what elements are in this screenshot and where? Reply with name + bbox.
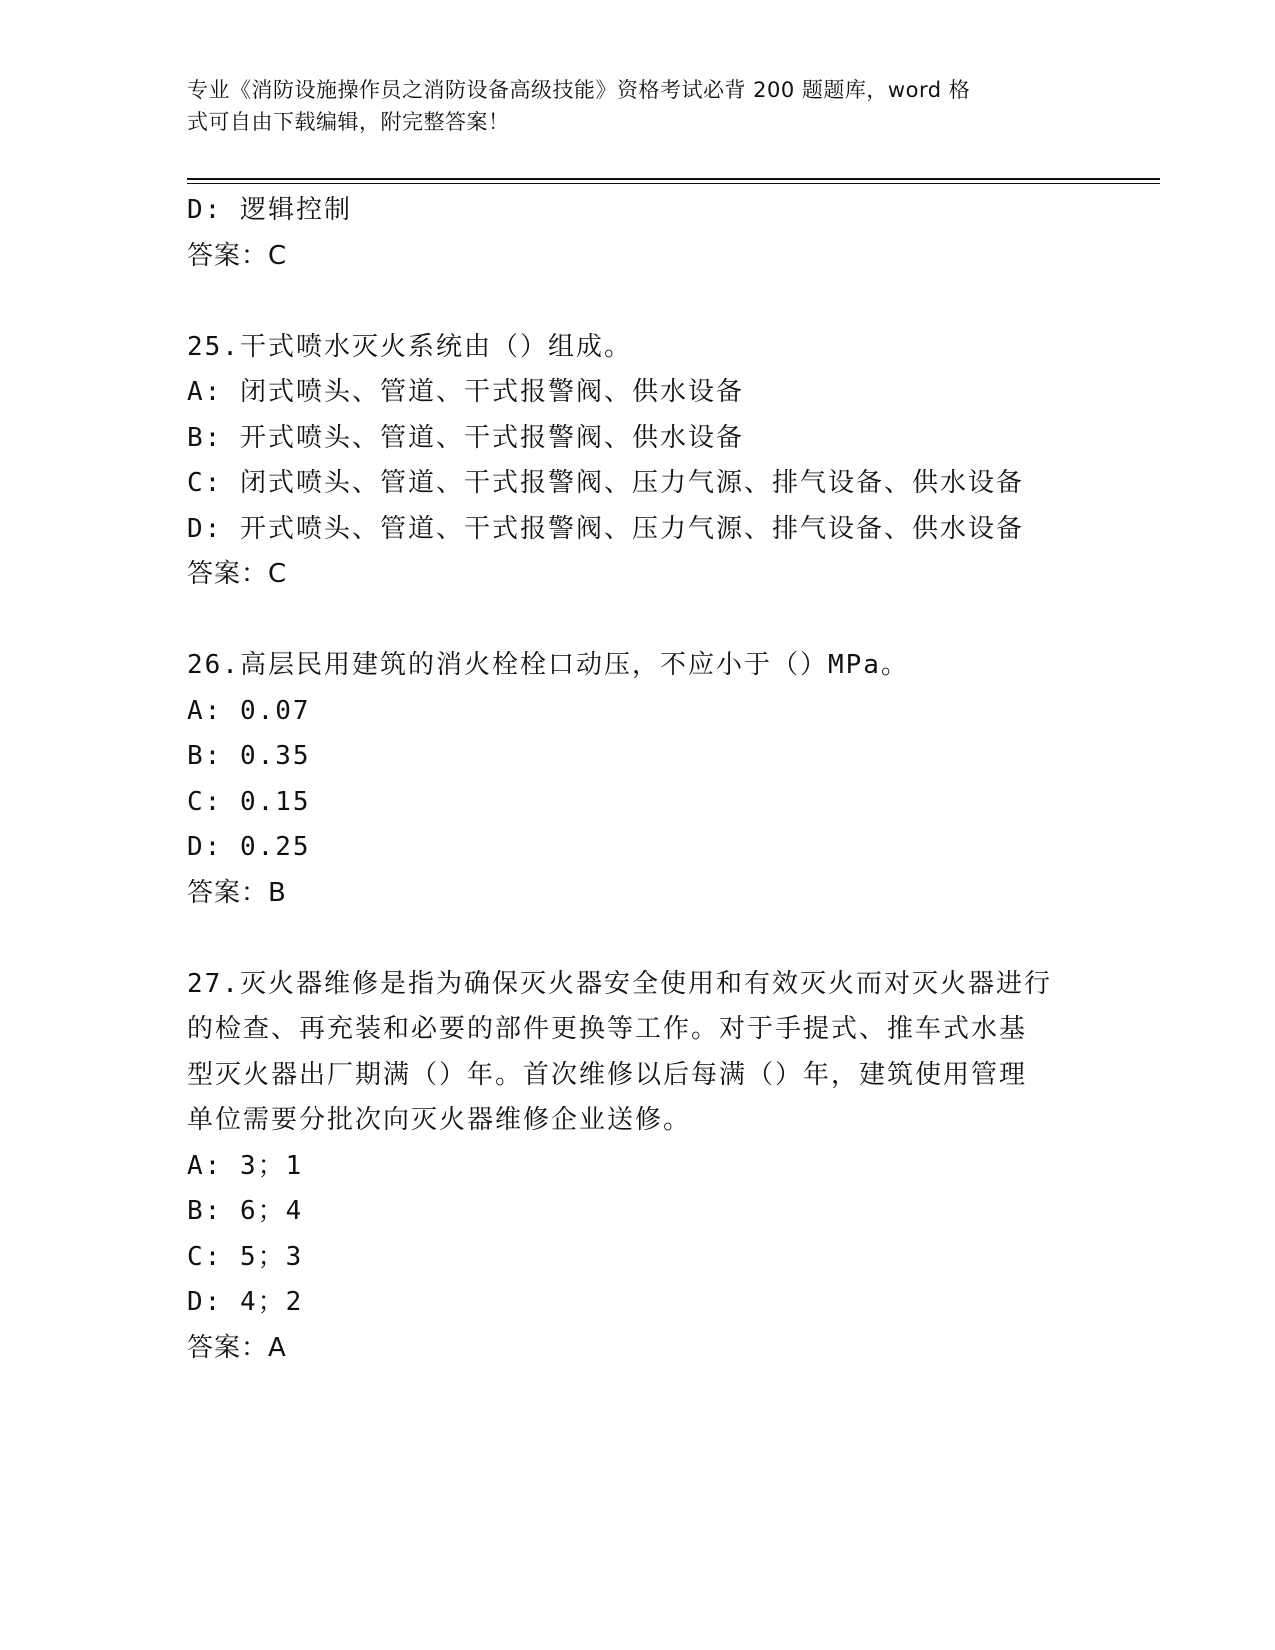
spacer	[187, 916, 1087, 962]
spacer	[187, 598, 1087, 644]
question-26	[187, 643, 1087, 916]
spacer	[187, 279, 1087, 325]
option-d: D: 0.25	[187, 832, 311, 862]
option-b: B: 0.35	[187, 741, 311, 771]
option-a: A: 3；1	[187, 1150, 304, 1181]
header-line-2: 式可自由下载编辑，附完整答案！	[187, 110, 510, 134]
option-c: C: 闭式喷头、管道、干式报警阀、压力气源、排气设备、供水设备	[187, 468, 1024, 498]
question-content	[187, 188, 1087, 1371]
answer-line: 答案：A	[187, 1332, 287, 1363]
question-stem: 26.高层民用建筑的消火栓栓口动压，不应小于（）MPa。	[187, 650, 909, 680]
answer-line: 答案：B	[187, 877, 287, 908]
question-stem-line-2: 的检查、再充装和必要的部件更换等工作。对于手提式、推车式水基	[187, 1014, 1028, 1044]
answer-line: 答案：C	[187, 240, 288, 271]
option-a: A: 闭式喷头、管道、干式报警阀、供水设备	[187, 377, 744, 407]
question-24	[187, 188, 1087, 279]
question-stem-line-3: 型灭火器出厂期满（）年。首次维修以后每满（）年，建筑使用管理	[187, 1059, 1028, 1090]
option-b: B: 6；4	[187, 1196, 304, 1226]
option-d: D: 逻辑控制	[187, 195, 352, 225]
option-d: D: 4；2	[187, 1287, 304, 1317]
question-25	[187, 325, 1087, 598]
option-c: C: 0.15	[187, 786, 311, 817]
option-b: B: 开式喷头、管道、干式报警阀、供水设备	[187, 422, 744, 453]
option-c: C: 5；3	[187, 1241, 304, 1272]
option-d: D: 开式喷头、管道、干式报警阀、压力气源、排气设备、供水设备	[187, 513, 1024, 544]
question-stem-line-4: 单位需要分批次向灭火器维修企业送修。	[187, 1105, 692, 1135]
question-stem-line-1: 27.灭火器维修是指为确保灭火器安全使用和有效灭火而对灭火器进行	[187, 968, 1052, 999]
header-line-1: 专业《消防设施操作员之消防设备高级技能》资格考试必背 200 题题库，word 格	[187, 78, 971, 102]
document-header	[187, 74, 1067, 138]
answer-line: 答案：C	[187, 559, 288, 589]
question-stem: 25.干式喷水灭火系统由（）组成。	[187, 331, 632, 362]
header-rule-thin	[187, 183, 1160, 184]
question-27	[187, 962, 1087, 1372]
header-rule-thick	[187, 178, 1160, 180]
option-a: A: 0.07	[187, 695, 311, 726]
